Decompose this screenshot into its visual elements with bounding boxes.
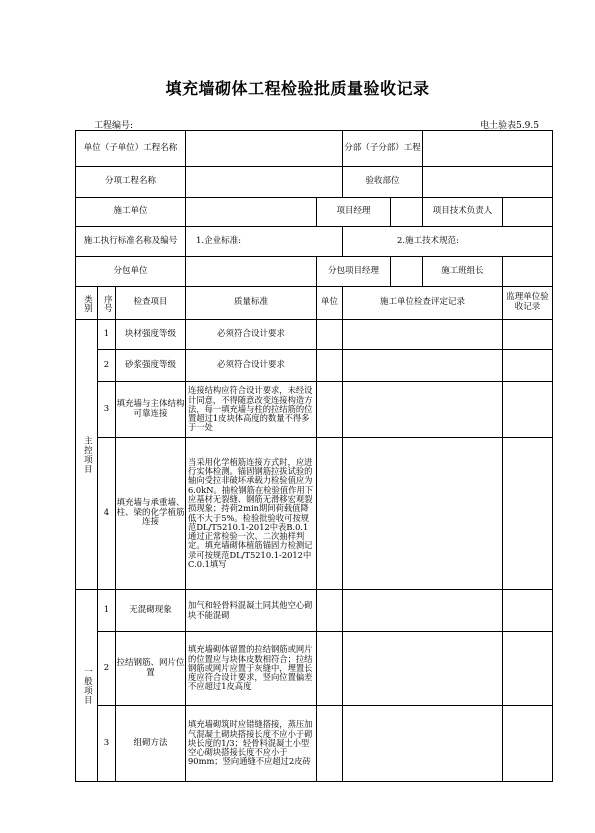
main-item-name: 砂浆强度等级: [116, 350, 186, 382]
unit-name-value[interactable]: [186, 131, 343, 167]
subitem-name-value[interactable]: [186, 167, 343, 198]
enterprise-standard[interactable]: 1.企业标准:: [186, 227, 343, 257]
col-item: 检查项目: [116, 287, 186, 320]
col-seq: 序号: [98, 287, 116, 320]
tech-lead-value[interactable]: [503, 198, 553, 227]
main-item-self-check[interactable]: [343, 438, 503, 590]
general-item-self-check[interactable]: [343, 706, 503, 782]
general-item-unit[interactable]: [317, 706, 343, 782]
main-item-name: 块材强度等级: [116, 320, 186, 350]
main-item-self-check[interactable]: [343, 382, 503, 438]
general-item-name: 组砌方法: [116, 706, 186, 782]
general-item-self-check[interactable]: [343, 632, 503, 706]
subcontract-unit-value[interactable]: [186, 257, 317, 287]
main-item-standard: 连接结构应符合设计要求，未经设计同意，不得随意改变连接构造方法，每一填充墙与柱的拉结筋的位置超过1皮块体高度的数量不得多于一处: [186, 382, 317, 438]
main-item-unit[interactable]: [317, 320, 343, 350]
subitem-name-label: 分项工程名称: [76, 167, 186, 198]
general-item-unit[interactable]: [317, 590, 343, 632]
main-item-seq: 1: [98, 320, 116, 350]
subcontract-unit-label: 分包单位: [76, 257, 186, 287]
main-items-category: 主控项目: [76, 320, 98, 590]
project-manager-label: 项目经理: [317, 198, 391, 227]
technical-spec[interactable]: 2.施工技术规范:: [343, 227, 553, 257]
general-item-unit[interactable]: [317, 632, 343, 706]
subunit-name-value[interactable]: [423, 131, 553, 167]
accept-part-value[interactable]: [423, 167, 553, 198]
general-item-supervisor[interactable]: [503, 632, 553, 706]
standard-label: 施工执行标准名称及编号: [76, 227, 186, 257]
general-item-standard: 加气和轻骨料混凝土同其他空心砌块不能混砌: [186, 590, 317, 632]
main-item-seq: 3: [98, 382, 116, 438]
col-self-check: 施工单位检查评定记录: [343, 287, 503, 320]
main-item-unit[interactable]: [317, 438, 343, 590]
team-leader-label: 施工班组长: [423, 257, 503, 287]
project-number-label: 工程编号:: [94, 121, 134, 131]
general-item-standard: 填充墙砌筑时应错缝搭接，蒸压加气混凝土砌块搭接长度不应小于砌块长度的1/3；轻骨料混凝土小型空心砌块搭接长度不应小于90mm；竖向通缝不应超过2皮砖: [186, 706, 317, 782]
main-item-standard: 必须符合设计要求: [186, 350, 317, 382]
accept-part-label: 验收部位: [343, 167, 423, 198]
main-item-seq: 2: [98, 350, 116, 382]
general-item-name: 无混砌现象: [116, 590, 186, 632]
main-item-standard: 当采用化学植筋连接方式时，应进行实体检测。锚固钢筋拉拔试验的轴向受拉非破坏承载力检验值应为6.0kN。抽检钢筋在检验值作用下应基材无裂缝、钢筋无滑移宏观裂损现象；持荷2min期间荷载值降低不大于5%。检验批验收可按规范DL/T5210.1-2012中表B.0.1通过正常检验一次、二次抽样判定。填充墙砌体植筋锚固力检测记录可按规范DL/T5210.1-2012中C.0.1填写: [186, 438, 317, 590]
main-item-self-check[interactable]: [343, 350, 503, 382]
unit-name-label: 单位（子单位）工程名称: [76, 131, 186, 167]
subunit-name-label: 分部（子分部）工程: [343, 131, 423, 167]
general-item-seq: 3: [98, 706, 116, 782]
general-item-self-check[interactable]: [343, 590, 503, 632]
subcontract-manager-label: 分包项目经理: [317, 257, 391, 287]
main-item-supervisor[interactable]: [503, 438, 553, 590]
main-item-name: 填充墙与主体结构可靠连接: [116, 382, 186, 438]
general-item-name: 拉结钢筋、网片位置: [116, 632, 186, 706]
team-leader-value[interactable]: [503, 257, 553, 287]
tech-lead-label: 项目技术负责人: [423, 198, 503, 227]
main-item-supervisor[interactable]: [503, 320, 553, 350]
main-item-standard: 必须符合设计要求: [186, 320, 317, 350]
page-title: 填充墙砌体工程检验批质量验收记录: [165, 79, 430, 98]
form-number: 电土验表5.9.5: [480, 121, 539, 131]
general-item-standard: 填充墙砌体留置的拉结钢筋或网片的位置应与块体皮数相符合；拉结钢筋或网片应置于灰缝中，埋置长度应符合设计要求，竖向位置偏差不应超过1皮高度: [186, 632, 317, 706]
general-items-category: 一般项目: [76, 590, 98, 782]
main-item-name: 填充墙与承重墙、柱、梁的化学植筋连接: [116, 438, 186, 590]
col-unit: 单位: [317, 287, 343, 320]
subcontract-manager-value[interactable]: [391, 257, 423, 287]
col-standard: 质量标准: [186, 287, 317, 320]
col-category: 类别: [76, 287, 98, 320]
col-supervisor: 监理单位验收记录: [503, 287, 553, 320]
main-item-supervisor[interactable]: [503, 382, 553, 438]
main-item-seq: 4: [98, 438, 116, 590]
main-item-supervisor[interactable]: [503, 350, 553, 382]
project-manager-value[interactable]: [391, 198, 423, 227]
general-item-supervisor[interactable]: [503, 706, 553, 782]
construction-unit-value[interactable]: [186, 198, 317, 227]
general-item-seq: 1: [98, 590, 116, 632]
general-item-seq: 2: [98, 632, 116, 706]
main-item-self-check[interactable]: [343, 320, 503, 350]
acceptance-record-table: [75, 130, 553, 782]
construction-unit-label: 施工单位: [76, 198, 186, 227]
general-item-supervisor[interactable]: [503, 590, 553, 632]
main-item-unit[interactable]: [317, 350, 343, 382]
main-item-unit[interactable]: [317, 382, 343, 438]
